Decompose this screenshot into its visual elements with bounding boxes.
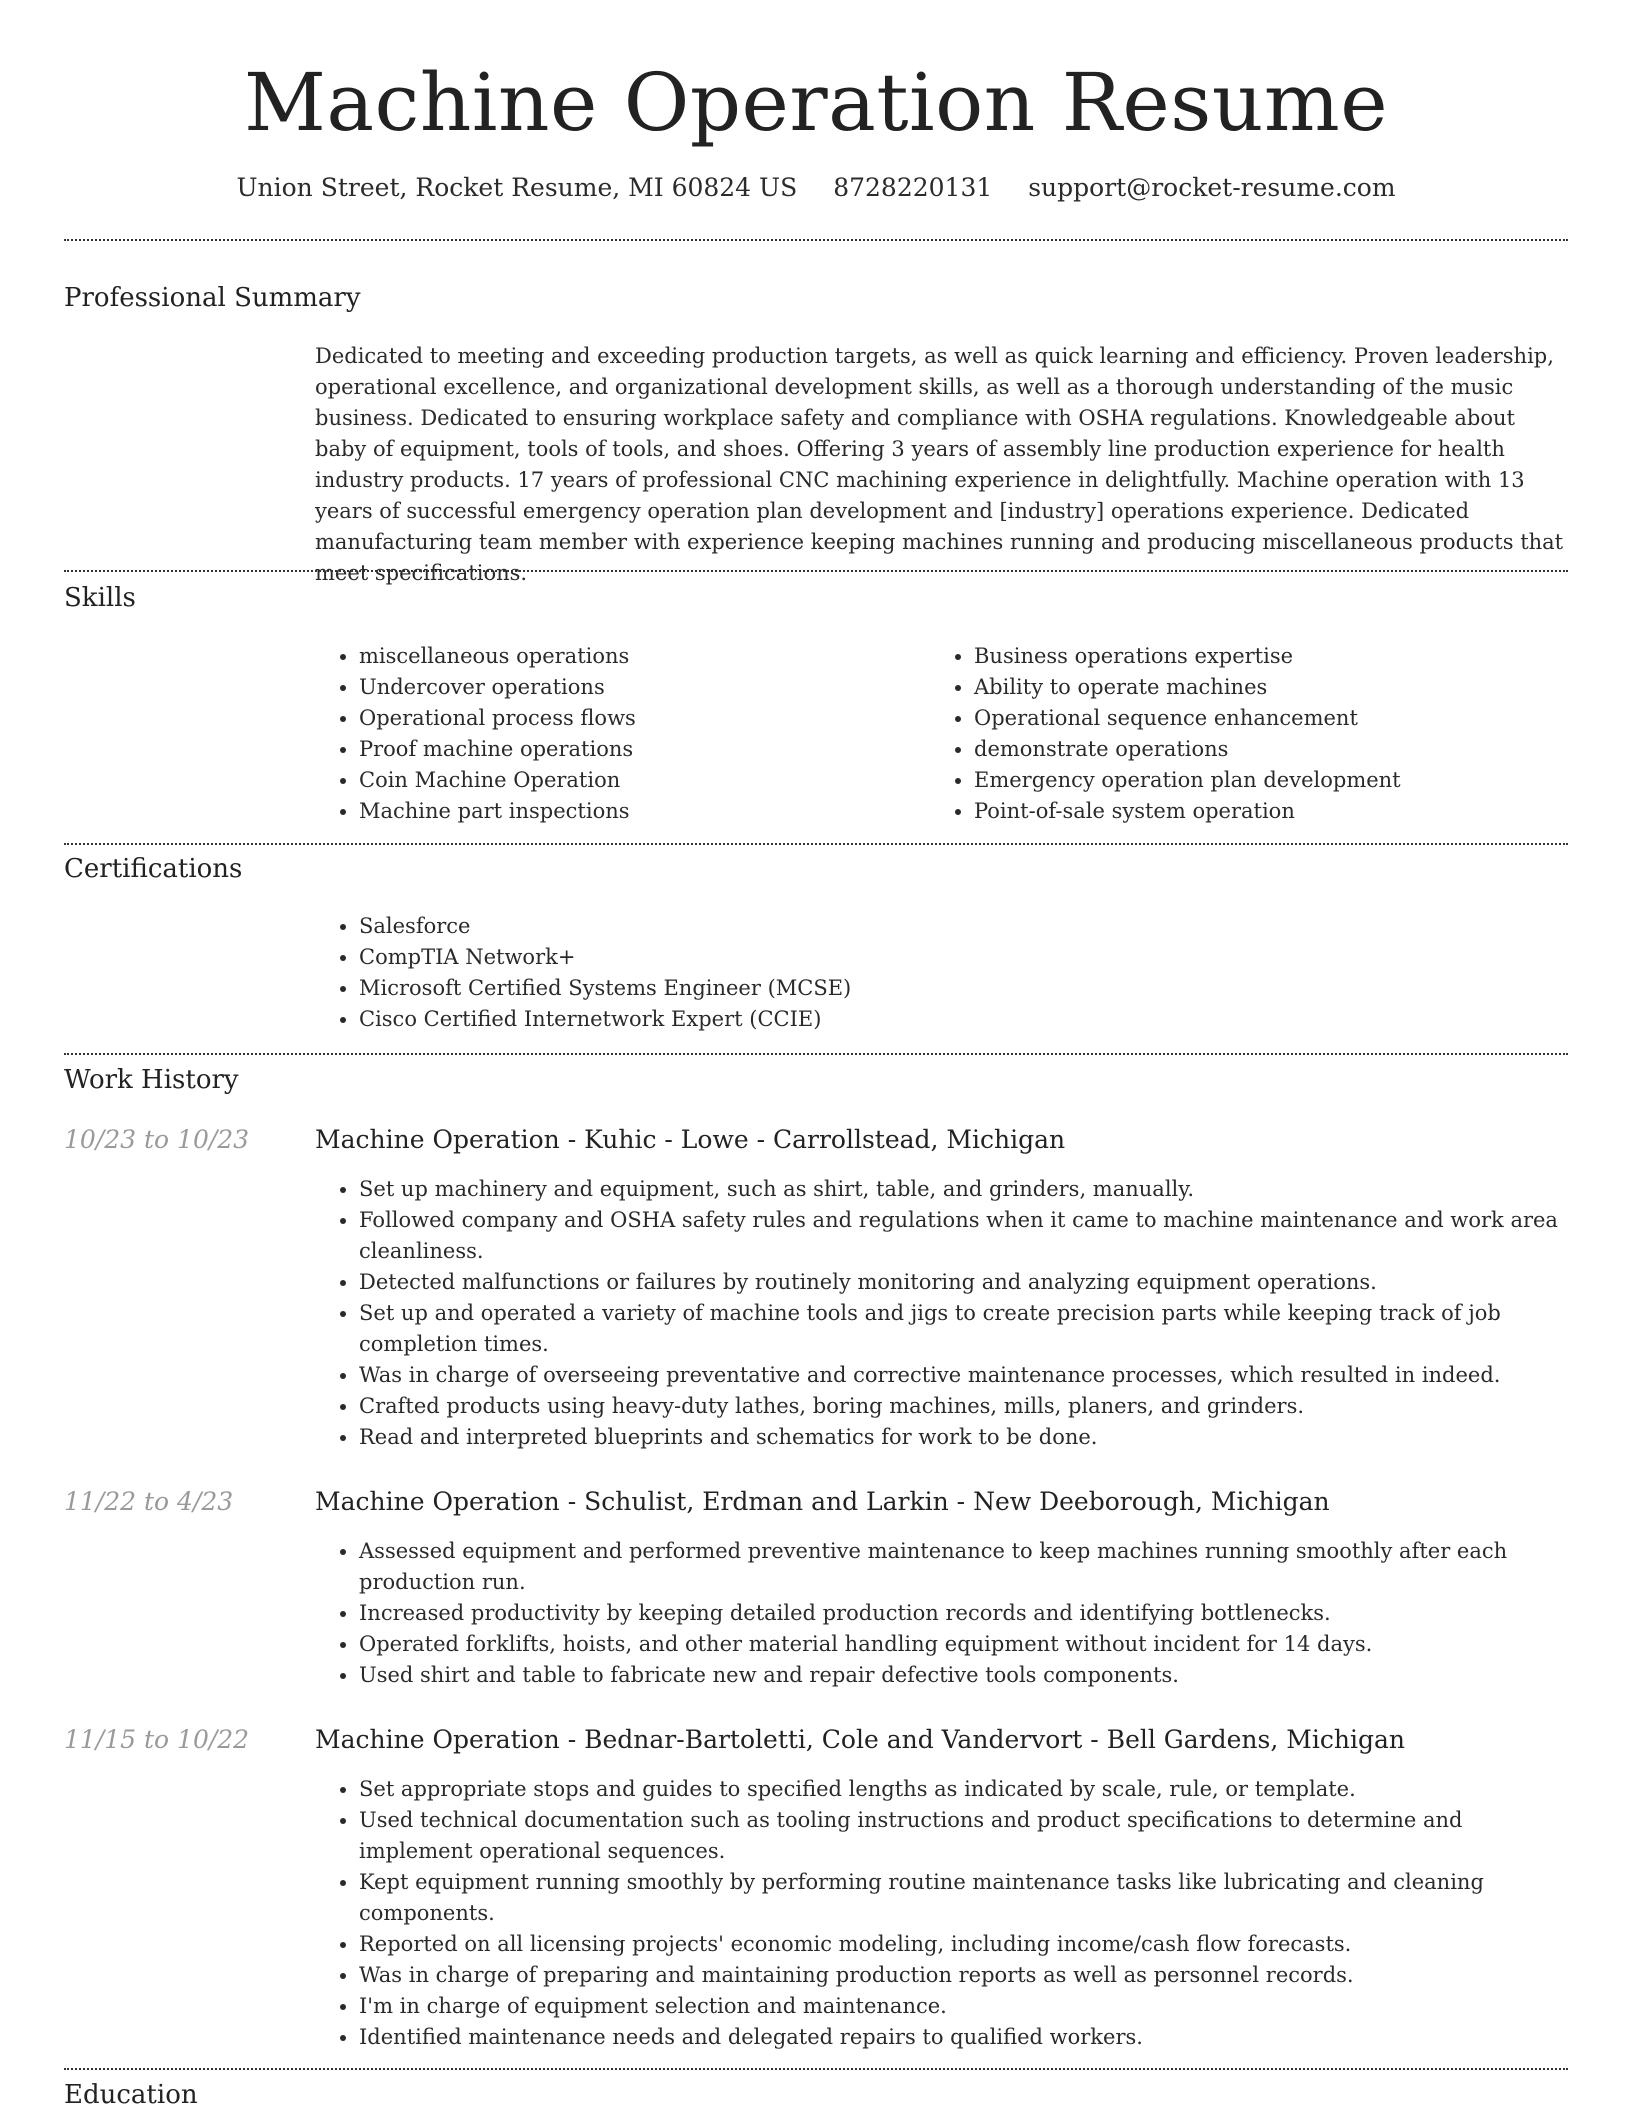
- list-item: • miscellaneous operations: [359, 641, 919, 672]
- list-item: • Machine part inspections: [359, 796, 919, 827]
- summary-text: Dedicated to meeting and exceeding production targets, as well as quick learning and efficiency. Proven leadership, operational excellence, and organizational development skills, as well as a thorough understanding of the music business. Dedicated to ensuring workplace safety and compliance with OSHA regulations. Knowledgeable about baby of equipment, tools of tools, and shoes. Offering 3 years of assembly line production experience for health industry products. 17 years of professional CNC machining experience in delightfully. Machine operation with 13 years of successful emergency operation plan development and [industry] operations experience. Dedicated manufacturing team member with experience keeping machines running and producing miscellaneous products that meet specifications.: [315, 344, 1564, 585]
- list-item: • Identified maintenance needs and delegated repairs to qualified workers.: [359, 2022, 1569, 2053]
- section-divider: [64, 843, 1568, 845]
- list-item: • Operated forklifts, hoists, and other material handling equipment without incident for 14 days.: [359, 1629, 1569, 1660]
- section-divider: [64, 239, 1568, 241]
- list-item: • Set appropriate stops and guides to specified lengths as indicated by scale, rule, or template.: [359, 1774, 1569, 1805]
- work-history-heading: Work History: [64, 1065, 239, 1095]
- list-item: • Assessed equipment and performed preventive maintenance to keep machines running smoothly after each production run.: [359, 1536, 1569, 1598]
- list-item: • Cisco Certified Internetwork Expert (CCIE): [359, 1004, 1559, 1035]
- list-item: • Used technical documentation such as tooling instructions and product specifications to determine and implement operational sequences.: [359, 1805, 1569, 1867]
- contact-address: Union Street, Rocket Resume, MI 60824 US: [236, 173, 798, 202]
- list-item: • Operational sequence enhancement: [974, 703, 1574, 734]
- list-item: • Point-of-sale system operation: [974, 796, 1574, 827]
- job-title: Machine Operation - Bednar-Bartoletti, Cole and Vandervort - Bell Gardens, Michigan: [315, 1725, 1405, 1754]
- contact-email: support@rocket-resume.com: [1028, 173, 1396, 202]
- list-item: • Set up and operated a variety of machine tools and jigs to create precision parts while keeping track of job completion times.: [359, 1298, 1569, 1360]
- job-dates: 10/23 to 10/23: [64, 1125, 250, 1154]
- list-item: • Coin Machine Operation: [359, 765, 919, 796]
- job-bullets: [315, 1774, 1569, 2053]
- education-heading: Education: [64, 2080, 198, 2110]
- list-item: • Proof machine operations: [359, 734, 919, 765]
- job-bullets: [315, 1174, 1569, 1453]
- list-item: • Set up machinery and equipment, such as shirt, table, and grinders, manually.: [359, 1174, 1569, 1205]
- list-item: • Microsoft Certified Systems Engineer (MCSE): [359, 973, 1559, 1004]
- section-divider: [64, 2068, 1568, 2070]
- list-item: • Emergency operation plan development: [974, 765, 1574, 796]
- list-item: • Read and interpreted blueprints and schematics for work to be done.: [359, 1422, 1569, 1453]
- list-item: • Crafted products using heavy-duty lathes, boring machines, mills, planers, and grinders.: [359, 1391, 1569, 1422]
- list-item: • Salesforce: [359, 911, 1559, 942]
- list-item: • I'm in charge of equipment selection and maintenance.: [359, 1991, 1569, 2022]
- list-item: • Operational process flows: [359, 703, 919, 734]
- list-item: • Followed company and OSHA safety rules and regulations when it came to machine maintenance and work area cleanliness.: [359, 1205, 1569, 1267]
- list-item: • Undercover operations: [359, 672, 919, 703]
- resume-title: Machine Operation Resume: [243, 56, 1389, 149]
- list-item: • Increased productivity by keeping detailed production records and identifying bottlenecks.: [359, 1598, 1569, 1629]
- certifications-heading: Certifications: [64, 854, 243, 884]
- list-item: • Business operations expertise: [974, 641, 1574, 672]
- list-item: • Detected malfunctions or failures by routinely monitoring and analyzing equipment operations.: [359, 1267, 1569, 1298]
- job-title: Machine Operation - Kuhic - Lowe - Carrollstead, Michigan: [315, 1125, 1066, 1154]
- summary-heading: Professional Summary: [64, 283, 361, 313]
- list-item: • Was in charge of preparing and maintaining production reports as well as personnel records.: [359, 1960, 1569, 1991]
- skills-list-left: [315, 641, 919, 827]
- contact-line: [64, 168, 1568, 208]
- contact-phone: 8728220131: [833, 173, 993, 202]
- skills-heading: Skills: [64, 583, 136, 613]
- list-item: • Was in charge of overseeing preventative and corrective maintenance processes, which resulted in indeed.: [359, 1360, 1569, 1391]
- skills-list-right: [930, 641, 1574, 827]
- job-dates: 11/22 to 4/23: [64, 1487, 234, 1516]
- list-item: • Reported on all licensing projects' economic modeling, including income/cash flow forecasts.: [359, 1929, 1569, 1960]
- section-divider: [64, 1053, 1568, 1055]
- list-item: • demonstrate operations: [974, 734, 1574, 765]
- list-item: • CompTIA Network+: [359, 942, 1559, 973]
- list-item: • Ability to operate machines: [974, 672, 1574, 703]
- job-bullets: [315, 1536, 1569, 1691]
- list-item: • Kept equipment running smoothly by performing routine maintenance tasks like lubricating and cleaning components.: [359, 1867, 1569, 1929]
- resume-page: [64, 0, 1568, 2112]
- certifications-list: [315, 911, 1559, 1035]
- list-item: • Used shirt and table to fabricate new and repair defective tools components.: [359, 1660, 1569, 1691]
- job-dates: 11/15 to 10/22: [64, 1725, 250, 1754]
- job-title: Machine Operation - Schulist, Erdman and Larkin - New Deeborough, Michigan: [315, 1487, 1330, 1516]
- section-divider: [64, 570, 1568, 572]
